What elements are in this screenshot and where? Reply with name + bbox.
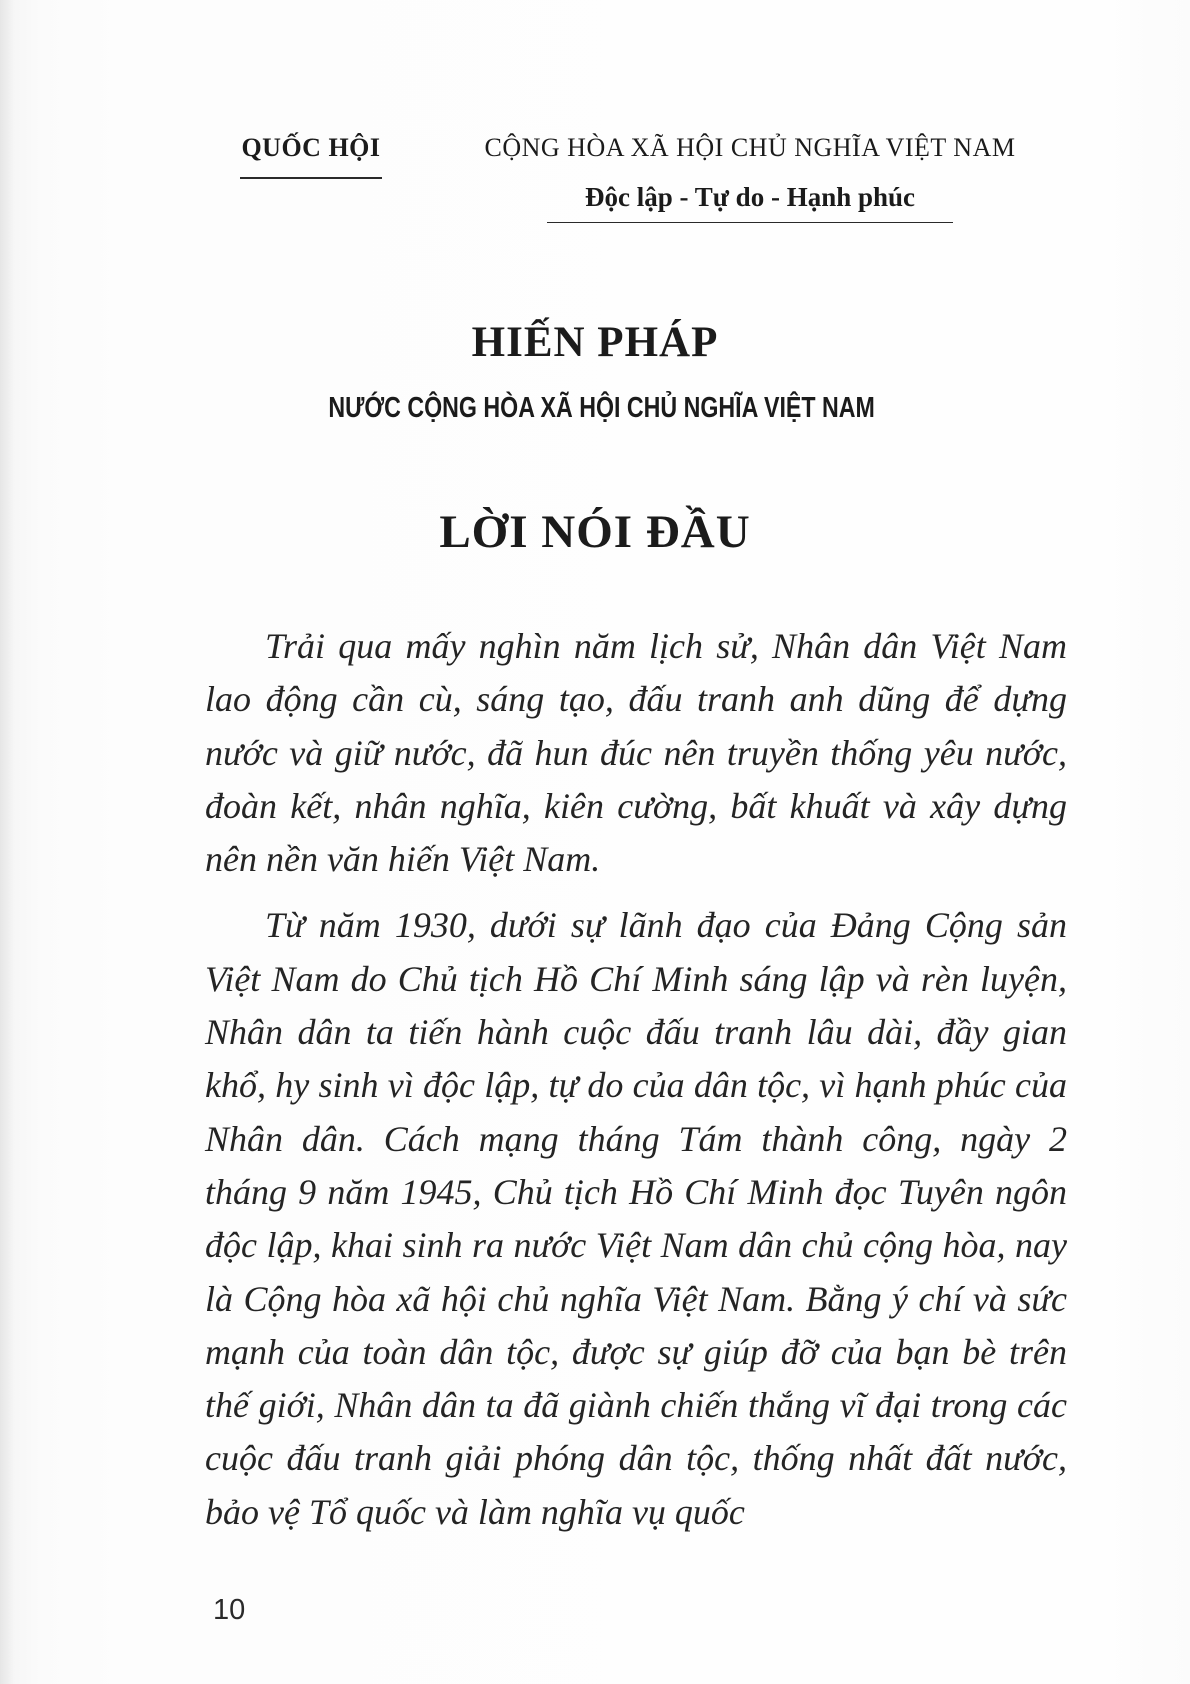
body-paragraph: Từ năm 1930, dưới sự lãnh đạo của Đảng Cộng sản Việt Nam do Chủ tịch Hồ Chí Minh sáng lập và rèn luyện, Nhân dân ta tiến hành cuộc đấu tranh lâu dài, đầy gian khổ, hy sinh vì độc lập, tự do của dân tộc, vì hạnh phúc của Nhân dân. Cách mạng tháng Tám thành công, ngày 2 tháng 9 năm 1945, Chủ tịch Hồ Chí Minh đọc Tuyên ngôn độc lập, khai sinh ra nước Việt Nam dân chủ cộng hòa, nay là Cộng hòa xã hội chủ nghĩa Việt Nam. Bằng ý chí và sức mạnh của toàn dân tộc, được sự giúp đỡ của bạn bè trên thế giới, Nhân dân ta đã giành chiến thắng vĩ đại trong các cuộc đấu tranh giải phóng dân tộc, thống nhất đất nước, bảo vệ Tổ quốc và làm nghĩa vụ quốc: [205, 905, 1067, 1532]
motto-underline: [547, 222, 953, 224]
national-motto: Độc lập - Tự do - Hạnh phúc: [584, 182, 916, 213]
page-number: 10: [213, 1594, 246, 1626]
issuer-underline: [240, 177, 382, 179]
section-heading: LỜI NÓI ĐẦU: [439, 506, 751, 558]
body-paragraph: Trải qua mấy nghìn năm lịch sử, Nhân dân Việt Nam lao động cần cù, sáng tạo, đấu tranh anh dũng để dựng nước và giữ nước, đã hun đúc nên truyền thống yêu nước, đoàn kết, nhân nghĩa, kiên cường, bất khuất và xây dựng nên nền văn hiến Việt Nam.: [205, 626, 1067, 880]
issuing-agency: QUỐC HỘI: [241, 133, 381, 162]
issuer-block: [236, 132, 386, 179]
page-gutter-shadow: [0, 0, 14, 1684]
national-name: CỘNG HÒA XÃ HỘI CHỦ NGHĨA VIỆT NAM: [484, 133, 1016, 162]
national-title-block: [440, 132, 1060, 223]
preamble-body: [205, 620, 1067, 1539]
document-subtitle: NƯỚC CỘNG HÒA XÃ HỘI CHỦ NGHĨA VIỆT NAM: [328, 392, 875, 424]
document-title: HIẾN PHÁP: [471, 319, 719, 366]
